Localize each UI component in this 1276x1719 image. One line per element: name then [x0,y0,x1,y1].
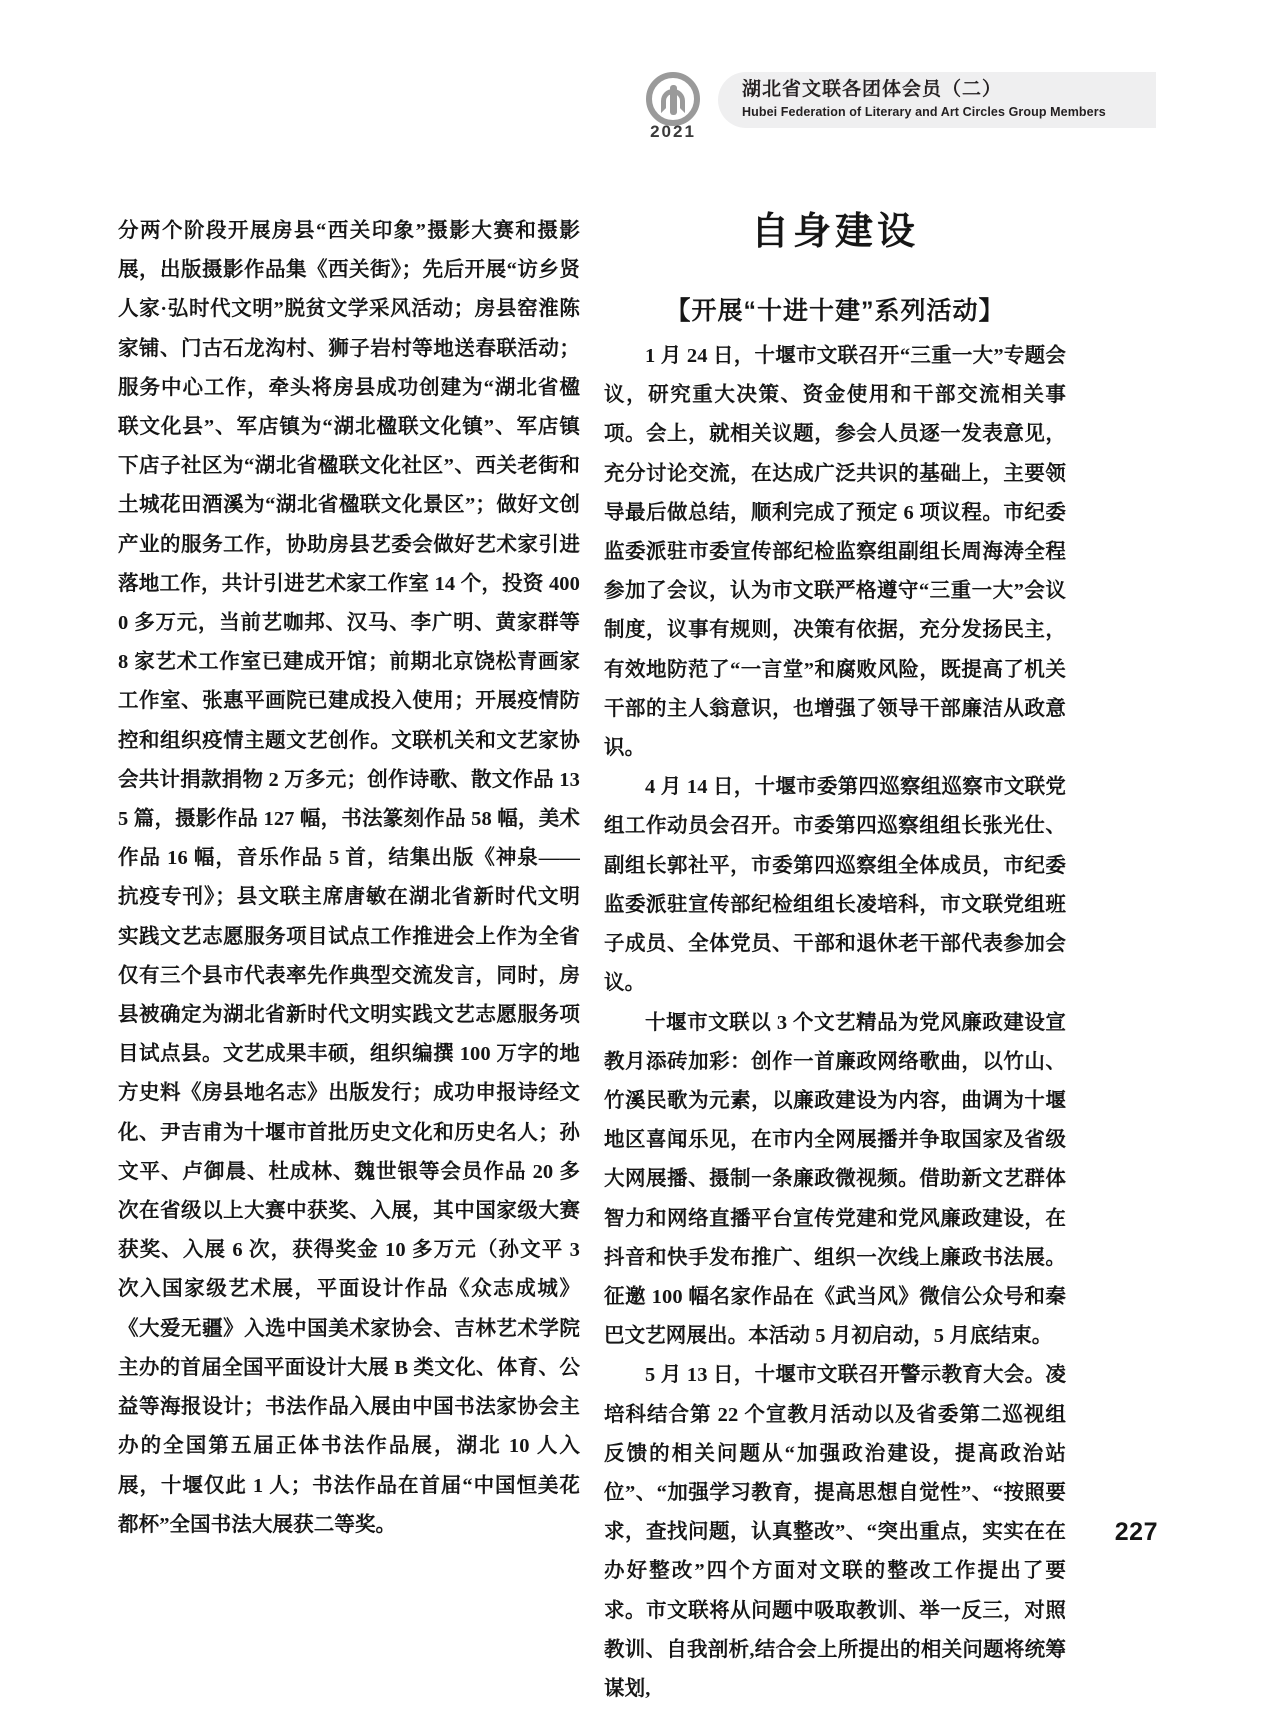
header-text-block [742,78,1162,119]
subsection-title: 【开展“十进十建”系列活动】 [665,296,1005,325]
emblem-mark [646,72,700,126]
header-year: 2021 [650,122,696,141]
left-column-body [118,212,580,1545]
paragraph: 十堰市文联以 3 个文艺精品为党风廉政建设宣教月添砖加彩：创作一首廉政网络歌曲，以竹山、竹溪民歌为元素，以廉政建设为内容，曲调为十堰地区喜闻乐见，在市内全网展播并争取国家及省级大网展播、摄制一条廉政微视频。借助新文艺群体智力和网络直播平台宣传党建和党风廉政建设，在抖音和快手发布推广、组织一次线上廉政书法展。征邀 100 幅名家作品在《武当风》微信公众号和秦巴文艺网展出。本活动 5 月初启动，5 月底结束。 [604,1011,1066,1348]
paragraph: 1 月 24 日，十堰市文联召开“三重一大”专题会议，研究重大决策、资金使用和干部交流相关事项。会上，就相关议题，参会人员逐一发表意见，充分讨论交流，在达成广泛共识的基础上，主要领导最后做总结，顺利完成了预定 6 项议程。市纪委监委派驻市委宣传部纪检监察组副组长周海涛全程参加了会议，认为市文联严格遵守“三重一大”会议制度，议事有规则，决策有依据，充分发扬民主，有效地防范了“一言堂”和腐败风险，既提高了机关干部的主人翁意识，也增强了领导干部廉洁从政意识。 [604,345,1066,760]
paragraph: 4 月 14 日，十堰市委第四巡察组巡察市文联党组工作动员会召开。市委第四巡察组组长张光仕、副组长郭社平，市委第四巡察组全体成员，市纪委监委派驻宣传部纪检组组长凌培科，市文联党组班子成员、全体党员、干部和退休老干部代表参加会议。 [604,776,1066,995]
header-title-chinese: 湖北省文联各团体会员（二） [742,79,1003,100]
paragraph: 分两个阶段开展房县“西关印象”摄影大赛和摄影展，出版摄影作品集《西关街》；先后开展“访乡贤人家·弘时代文明”脱贫文学采风活动；房县窑淮陈家铺、门古石龙沟村、狮子岩村等地送春联活动；服务中心工作，牵头将房县成功创建为“湖北省楹联文化县”、军店镇为“湖北楹联文化镇”、军店镇下店子社区为“湖北省楹联文化社区”、西关老街和土城花田酒溪为“湖北省楹联文化景区”；做好文创产业的服务工作，协助房县艺委会做好艺术家引进落地工作，共计引进艺术家工作室 14 个，投资 4000 多万元，当前艺咖邦、汉马、李广明、黄家群等 8 家艺术工作室已建成开馆；前期北京饶松青画家工作室、张惠平画院已建成投入使用；开展疫情防控和组织疫情主题文艺创作。文联机关和文艺家协会共计捐款捐物 2 万多元；创作诗歌、散文作品 135 篇，摄影作品 127 幅，书法篆刻作品 58 幅，美术作品 16 幅，音乐作品 5 首，结集出版《神泉——抗疫专刊》；县文联主席唐敏在湖北省新时代文明实践文艺志愿服务项目试点工作推进会上作为全省仅有三个县市代表率先作典型交流发言，同时，房县被确定为湖北省新时代文明实践文艺志愿服务项目试点县。文艺成果丰硕，组织编撰 100 万字的地方史料《房县地名志》出版发行；成功申报诗经文化、尹吉甫为十堰市首批历史文化和历史名人；孙文平、卢御晨、杜成林、魏世银等会员作品 20 多次在省级以上大赛中获奖、入展，其中国家级大赛获奖、入展 6 次，获得奖金 10 多万元（孙文平 3 次入国家级艺术展，平面设计作品《众志成城》《大爱无疆》入选中国美术家协会、吉林艺术学院主办的首届全国平面设计大展 B 类文化、体育、公益等海报设计；书法作品入展由中国书法家协会主办的全国第五届正体书法作品展，湖北 10 人入展，十堰仅此 1 人；书法作品在首届“中国恒美花都杯”全国书法大展获二等奖。 [118,220,580,1536]
right-text-column [604,212,1066,1709]
page-number: 227 [1114,1518,1158,1546]
paragraph: 5 月 13 日，十堰市文联召开警示教育大会。凌培科结合第 22 个宣教月活动以及省委第二巡视组反馈的相关问题从“加强政治建设，提高政治站位”、“加强学习教育，提高思想自觉性”、“按照要求，查找问题，认真整改”、“突出重点，实实在在办好整改”四个方面对文联的整改工作提出了要求。市文联将从问题中吸取教训、举一反三，对照教训、自我剖析,结合会上所提出的相关问题将统筹谋划, [604,1364,1066,1700]
page-running-header [636,72,1156,141]
header-title-english: Hubei Federation of Literary and Art Circles Group Members [742,104,1106,119]
right-column-body [604,337,1066,1709]
section-title: 自身建设 [750,211,919,253]
federation-emblem-icon [636,72,714,150]
left-text-column [118,212,580,1545]
